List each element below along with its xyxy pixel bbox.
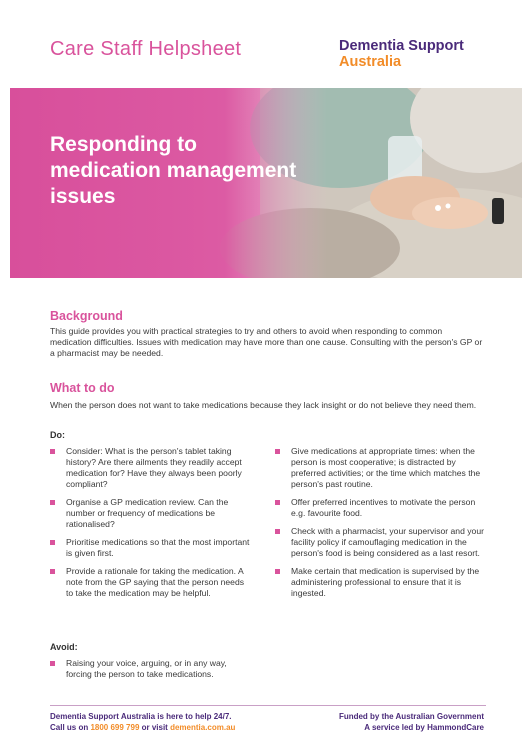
list-item: Make certain that medication is supervised by the administering professional to ensure that it is ingested.: [275, 566, 485, 599]
footer-help-text: Dementia Support Australia is here to help 24/7.: [50, 712, 232, 721]
footer-funding-text: Funded by the Australian Government: [338, 712, 484, 721]
footer-contact: [50, 711, 235, 733]
brand-logo: [339, 38, 464, 70]
footer-or-text: or visit: [139, 723, 171, 732]
list-item: Give medications at appropriate times: when the person is most cooperative; is distracted by preferred activities; or the time which matches the person's past routine.: [275, 446, 485, 490]
avoid-label: Avoid:: [50, 642, 78, 652]
do-list-left: [50, 446, 250, 606]
brand-line2: Australia: [339, 54, 402, 70]
list-item: Prioritise medications so that the most important is given first.: [50, 537, 250, 559]
what-to-do-heading: What to do: [50, 381, 115, 395]
avoid-list: [50, 658, 250, 687]
list-item: Raising your voice, arguing, or in any way, forcing the person to take medications.: [50, 658, 250, 680]
footer-service-text: A service led by HammondCare: [364, 723, 484, 732]
bullet-icon: [275, 449, 280, 454]
bullet-icon: [50, 500, 55, 505]
do-label: Do:: [50, 430, 65, 440]
bullet-icon: [275, 569, 280, 574]
background-text: This guide provides you with practical strategies to try and others to avoid when responding to common medication difficulties. Issues with medication may have more than one cause. Consulting with the person's GP or a pharmacist may be needed.: [50, 326, 483, 358]
bullet-icon: [275, 500, 280, 505]
hero-title: Responding to medication management issues: [50, 133, 297, 208]
bullet-icon: [275, 529, 280, 534]
bullet-icon: [50, 661, 55, 666]
do-list-right: [275, 446, 485, 606]
what-to-do-intro: When the person does not want to take medications because they lack insight or do not believe they need them.: [50, 400, 477, 410]
list-item: Offer preferred incentives to motivate the person e.g. favourite food.: [275, 497, 485, 519]
list-item: Organise a GP medication review. Can the number or frequency of medications be rationalised?: [50, 497, 250, 530]
footer-funding: [286, 711, 484, 733]
footer-divider: [50, 705, 486, 706]
bullet-icon: [50, 569, 55, 574]
list-item: Provide a rationale for taking the medication. A note from the GP saying that the person needs to take the medication may be helpful.: [50, 566, 250, 599]
brand-line1: Dementia Support: [339, 38, 464, 54]
list-item: Check with a pharmacist, your supervisor and your facility policy if camouflaging medication in the person's food is being considered as a last resort.: [275, 526, 485, 559]
bullet-icon: [50, 449, 55, 454]
footer-phone-link[interactable]: 1800 699 799: [90, 723, 140, 732]
background-heading: Background: [50, 309, 123, 323]
hero-banner: [10, 88, 522, 278]
bullet-icon: [50, 540, 55, 545]
header-title: Care Staff Helpsheet: [50, 38, 242, 60]
footer-website-link[interactable]: dementia.com.au: [170, 723, 236, 732]
footer-call-text: Call us on: [50, 723, 91, 732]
list-item: Consider: What is the person's tablet taking history? Are there ailments they readily accept medication for? Have they always been poorly compliant?: [50, 446, 250, 490]
